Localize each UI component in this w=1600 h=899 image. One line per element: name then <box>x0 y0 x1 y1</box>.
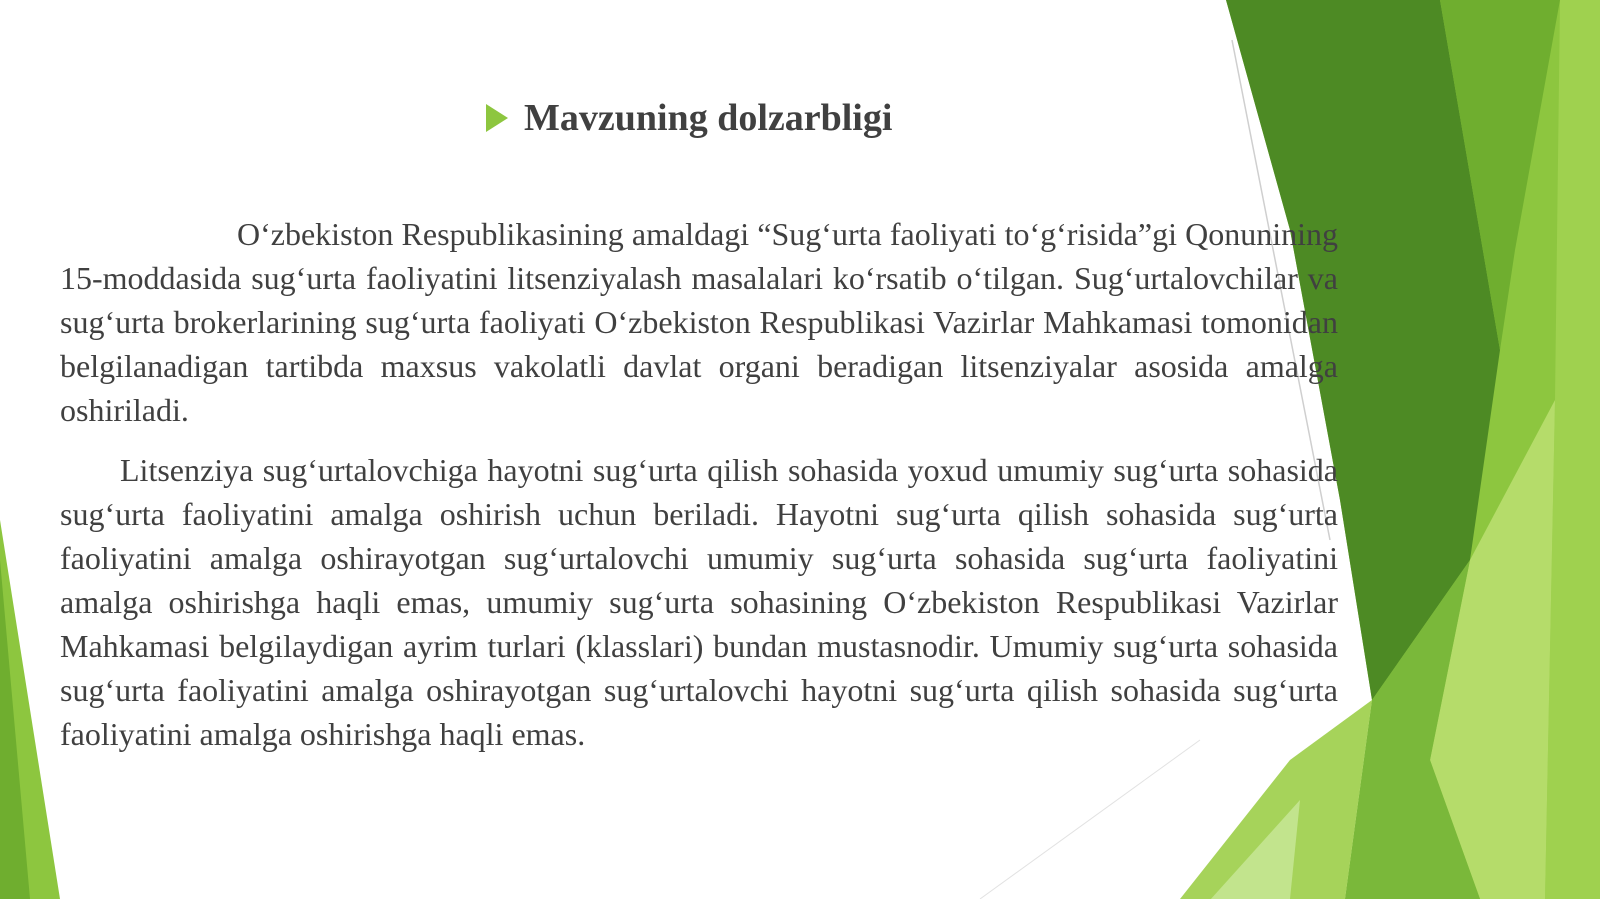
slide-body <box>60 212 1338 772</box>
triangle-right-icon <box>486 104 508 132</box>
slide-title: Mavzuning dolzarbligi <box>524 97 893 139</box>
paragraph: Litsenziya sug‘urtalovchiga hayotni sug‘urta qilish sohasida yoxud umumiy sug‘urta sohasida sug‘urta faoliyatini amalga oshirish uchun beriladi. Hayotni sug‘urta qilish sohasida sug‘urta faoliyatini amalga oshirayotgan sug‘urtalovchi umumiy sug‘urta sohasida sug‘urta faoliyatini amalga oshirishga haqli emas, umumiy sug‘urta sohasining O‘zbekiston Respublikasi Vazirlar Mahkamasi belgilaydigan ayrim turlari (klasslari) bundan mustasnodir. Umumiy sug‘urta sohasida sug‘urta faoliyatini amalga oshirayotgan sug‘urtalovchi hayotni sug‘urta qilish sohasida sug‘urta faoliyatini amalga oshirishga haqli emas. <box>60 452 1338 752</box>
title-row <box>486 96 892 140</box>
paragraph: O‘zbekiston Respublikasining amaldagi “Sug‘urta faoliyati to‘g‘risida”gi Qonunining 15-moddasida sug‘urta faoliyatini litsenziyalash masalalari ko‘rsatib o‘tilgan. Sug‘urtalovchilar va sug‘urta brokerlarining sug‘urta faoliyati O‘zbekiston Respublikasi Vazirlar Mahkamasi tomonidan belgilanadigan tartibda maxsus vakolatli davlat organi beradigan litsenziyalar asosida amalga oshiriladi. <box>60 216 1338 428</box>
